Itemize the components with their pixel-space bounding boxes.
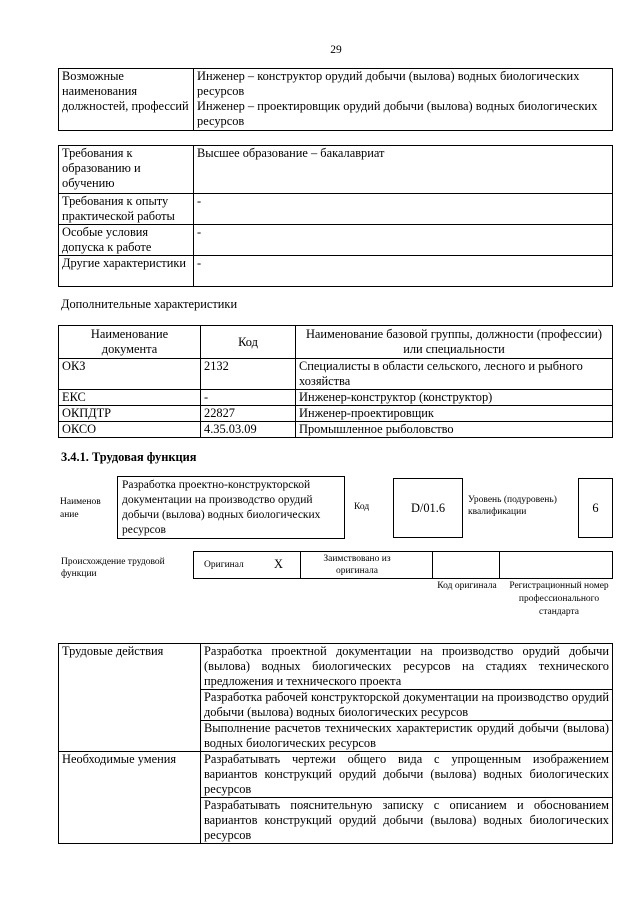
classifier-name: Специалисты в области сельского, лесного и рыбного хозяйства: [296, 359, 613, 390]
origin-divider: [432, 552, 433, 578]
function-level-label: Уровень (подуровень) квалификации: [468, 495, 557, 517]
skills-label: Необходимые умения: [59, 752, 201, 844]
additional-title: Дополнительные характеристики: [61, 297, 238, 311]
classifier-doc: ОКЗ: [59, 359, 201, 390]
classifier-code: -: [201, 390, 296, 406]
page-number: 29: [330, 44, 342, 56]
requirements-label: Особые условия допуска к работе: [59, 225, 194, 256]
classifier-code: 4.35.03.09: [201, 422, 296, 438]
requirements-value: -: [194, 194, 613, 225]
origin-code-caption: Код оригинала: [437, 581, 497, 591]
function-code-value: D/01.6: [393, 478, 463, 538]
classifier-header: Наименование базовой группы, должности (профессии) или специальности: [296, 326, 613, 359]
classifier-header: Наименование документа: [59, 326, 201, 359]
positions-value-line: Инженер – конструктор орудий добычи (вылова) водных биологических ресурсов: [197, 69, 580, 98]
classifier-table: [58, 325, 613, 438]
requirements-value: -: [194, 256, 613, 287]
classifier-doc: ОКПДТР: [59, 406, 201, 422]
requirements-label: Требования к опыту практической работы: [59, 194, 194, 225]
requirements-table: [58, 145, 613, 287]
function-level-value: 6: [578, 478, 613, 538]
skill-item: Разрабатывать пояснительную записку с описанием и обоснованием вариантов конструкций орудий добычи (вылова) водных биологических ресурсов: [201, 798, 613, 844]
requirements-label: Другие характеристики: [59, 256, 194, 287]
classifier-header: Код: [201, 326, 296, 359]
classifier-code: 2132: [201, 359, 296, 390]
action-item: Выполнение расчетов технических характеристик орудий добычи (вылова) водных биологических ресурсов: [201, 721, 613, 752]
requirements-value: Высшее образование – бакалавриат: [194, 146, 613, 194]
origin-original-mark: X: [274, 557, 283, 571]
origin-reg-caption: Регистрационный номер профессионального стандарта: [509, 581, 609, 617]
origin-divider: [499, 552, 500, 578]
positions-label: Возможные наименования должностей, профессий: [59, 69, 194, 131]
requirements-label: Требования к образованию и обучению: [59, 146, 194, 194]
actions-skills-table: [58, 643, 613, 844]
positions-value: [194, 69, 613, 131]
classifier-name: Инженер-проектировщик: [296, 406, 613, 422]
function-code-label: Код: [354, 502, 370, 512]
function-name-value: Разработка проектно-конструкторской документации на производство орудий добычи (вылова) водных биологических ресурсов: [117, 476, 345, 539]
origin-box: [193, 551, 613, 579]
classifier-name: Инженер-конструктор (конструктор): [296, 390, 613, 406]
positions-value-line: Инженер – проектировщик орудий добычи (вылова) водных биологических ресурсов: [197, 99, 598, 128]
origin-original-label: Оригинал: [204, 560, 244, 570]
positions-table: [58, 68, 613, 131]
classifier-code: 22827: [201, 406, 296, 422]
classifier-doc: ОКСО: [59, 422, 201, 438]
action-item: Разработка рабочей конструкторской документации на производство орудий добычи (вылова) водных биологических ресурсов: [201, 690, 613, 721]
classifier-name: Промышленное рыболовство: [296, 422, 613, 438]
action-item: Разработка проектной документации на производство орудий добычи (вылова) водных биологических ресурсов на стадиях технического предложения и технического проекта: [201, 644, 613, 690]
function-name-label: Наименов ание: [60, 497, 101, 520]
classifier-doc: ЕКС: [59, 390, 201, 406]
origin-divider: [300, 552, 301, 578]
skill-item: Разрабатывать чертежи общего вида с упрощенным изображением вариантов конструкций орудий добычи (вылова) водных биологических ресурсов: [201, 752, 613, 798]
origin-borrowed-label: Заимствовано из оригинала: [323, 554, 391, 576]
requirements-value: -: [194, 225, 613, 256]
origin-label: Происхождение трудовой функции: [61, 557, 165, 579]
actions-label: Трудовые действия: [59, 644, 201, 752]
section-title: 3.4.1. Трудовая функция: [61, 450, 197, 464]
